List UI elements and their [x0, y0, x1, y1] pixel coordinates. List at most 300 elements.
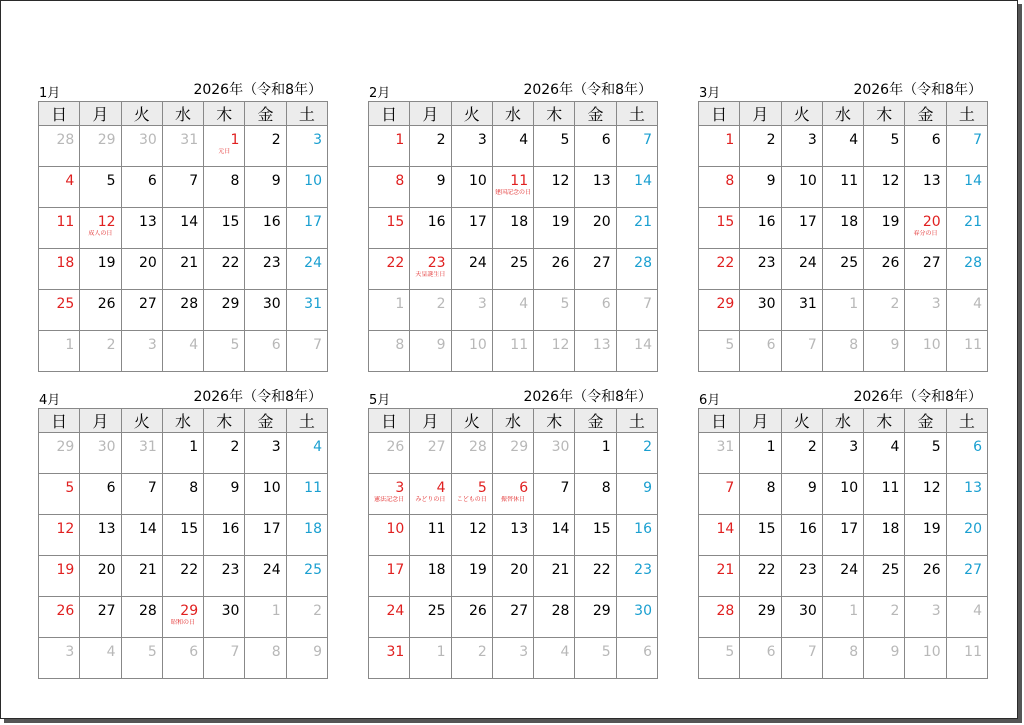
- day-number: 9: [436, 337, 446, 353]
- day-cell: [80, 208, 121, 249]
- day-number: 8: [849, 644, 859, 660]
- day-number: 5: [477, 480, 487, 496]
- day-cell: [492, 515, 533, 556]
- day-number: 20: [97, 562, 116, 578]
- day-cell: [699, 249, 740, 290]
- day-cell: [905, 597, 946, 638]
- day-cell: [121, 208, 162, 249]
- week-row: [369, 331, 658, 372]
- day-number: 24: [799, 255, 817, 271]
- day-number: 13: [964, 480, 982, 496]
- day-cell: [245, 331, 286, 372]
- day-cell: [905, 290, 946, 331]
- day-cell: [864, 597, 905, 638]
- week-row: [369, 249, 658, 290]
- day-cell: [822, 638, 863, 679]
- day-cell: [204, 474, 245, 515]
- month-label: 2月: [369, 86, 391, 101]
- day-number: 9: [436, 173, 446, 189]
- day-number: 1: [271, 603, 281, 619]
- day-number: 20: [922, 214, 941, 230]
- week-row: [369, 597, 658, 638]
- day-cell: [410, 597, 451, 638]
- day-cell: [534, 167, 575, 208]
- day-cell: [946, 597, 987, 638]
- weekday-header: 金: [905, 409, 946, 433]
- day-cell: [162, 638, 203, 679]
- day-number: 7: [189, 173, 199, 189]
- day-cell: [699, 474, 740, 515]
- day-cell: [286, 515, 327, 556]
- day-number: 30: [757, 296, 776, 312]
- weekday-header: 土: [286, 409, 327, 433]
- day-cell: [204, 433, 245, 474]
- week-row: [369, 208, 658, 249]
- day-number: 21: [634, 214, 652, 230]
- week-row: [369, 515, 658, 556]
- day-number: 1: [436, 644, 446, 660]
- day-cell: [740, 167, 781, 208]
- day-number: 22: [716, 255, 735, 271]
- weekday-header: 水: [162, 409, 203, 433]
- week-row: [39, 556, 328, 597]
- day-cell: [80, 167, 121, 208]
- day-cell: [369, 167, 410, 208]
- day-number: 29: [716, 296, 735, 312]
- day-cell: [905, 208, 946, 249]
- day-number: 11: [304, 480, 322, 496]
- week-row: [369, 290, 658, 331]
- day-number: 2: [890, 296, 900, 312]
- day-cell: [616, 433, 657, 474]
- day-number: 14: [139, 521, 157, 537]
- day-number: 31: [304, 296, 322, 312]
- day-cell: [451, 290, 492, 331]
- day-number: 8: [395, 173, 405, 189]
- day-cell: [39, 249, 80, 290]
- day-cell: [905, 433, 946, 474]
- day-number: 26: [881, 255, 900, 271]
- day-number: 19: [97, 255, 116, 271]
- day-cell: [534, 474, 575, 515]
- day-cell: [864, 556, 905, 597]
- day-number: 20: [139, 255, 157, 271]
- weekday-header: 火: [451, 102, 492, 126]
- day-number: 26: [97, 296, 116, 312]
- day-number: 21: [716, 562, 735, 578]
- weekday-header: 金: [575, 409, 616, 433]
- day-number: 1: [189, 439, 199, 455]
- day-number: 17: [840, 521, 859, 537]
- month-header: [368, 81, 658, 101]
- day-cell: [905, 474, 946, 515]
- day-number: 15: [180, 521, 199, 537]
- day-cell: [699, 515, 740, 556]
- day-number: 23: [427, 255, 446, 271]
- day-number: 7: [230, 644, 240, 660]
- day-cell: [451, 597, 492, 638]
- holiday-name: 振替休日: [500, 496, 525, 503]
- day-number: 4: [436, 480, 446, 496]
- day-number: 13: [97, 521, 116, 537]
- day-cell: [616, 474, 657, 515]
- weekday-header: 金: [245, 102, 286, 126]
- day-number: 4: [849, 132, 859, 148]
- day-number: 30: [799, 603, 817, 619]
- day-number: 15: [221, 214, 240, 230]
- day-number: 19: [551, 214, 570, 230]
- day-cell: [740, 331, 781, 372]
- week-row: [39, 331, 328, 372]
- month-calendar: [38, 81, 328, 372]
- day-number: 21: [964, 214, 982, 230]
- day-cell: [616, 249, 657, 290]
- day-cell: [946, 474, 987, 515]
- day-number: 12: [551, 173, 570, 189]
- week-row: [699, 597, 988, 638]
- day-cell: [864, 208, 905, 249]
- day-cell: [946, 290, 987, 331]
- week-row: [699, 249, 988, 290]
- day-cell: [121, 433, 162, 474]
- day-number: 17: [799, 214, 817, 230]
- day-cell: [204, 208, 245, 249]
- day-cell: [245, 208, 286, 249]
- day-number: 25: [881, 562, 900, 578]
- week-row: [369, 474, 658, 515]
- day-number: 30: [262, 296, 281, 312]
- week-row: [699, 208, 988, 249]
- day-cell: [369, 515, 410, 556]
- weekday-header: 月: [410, 102, 451, 126]
- day-number: 2: [271, 132, 281, 148]
- day-cell: [369, 474, 410, 515]
- day-cell: [822, 290, 863, 331]
- weekday-header: 日: [369, 409, 410, 433]
- day-cell: [740, 638, 781, 679]
- day-cell: [369, 331, 410, 372]
- day-number: 8: [849, 337, 859, 353]
- day-cell: [946, 515, 987, 556]
- day-number: 20: [592, 214, 611, 230]
- day-cell: [740, 433, 781, 474]
- day-number: 8: [271, 644, 281, 660]
- weekday-header: 日: [699, 102, 740, 126]
- day-number: 21: [180, 255, 199, 271]
- day-number: 14: [634, 337, 652, 353]
- day-cell: [410, 249, 451, 290]
- month-label: 4月: [39, 393, 61, 408]
- day-cell: [822, 126, 863, 167]
- day-cell: [699, 638, 740, 679]
- day-cell: [740, 249, 781, 290]
- day-cell: [80, 249, 121, 290]
- day-number: 13: [592, 337, 611, 353]
- day-number: 4: [890, 439, 900, 455]
- day-number: 26: [922, 562, 941, 578]
- day-cell: [864, 167, 905, 208]
- day-number: 8: [395, 337, 405, 353]
- day-cell: [204, 290, 245, 331]
- day-cell: [864, 290, 905, 331]
- day-number: 3: [65, 644, 75, 660]
- day-number: 28: [139, 603, 157, 619]
- day-cell: [80, 597, 121, 638]
- day-number: 4: [973, 603, 982, 619]
- day-cell: [121, 167, 162, 208]
- day-cell: [162, 597, 203, 638]
- day-cell: [575, 290, 616, 331]
- day-number: 7: [147, 480, 157, 496]
- day-cell: [534, 433, 575, 474]
- day-cell: [740, 474, 781, 515]
- weekday-header: 金: [245, 409, 286, 433]
- day-number: 2: [477, 644, 487, 660]
- day-number: 1: [395, 296, 405, 312]
- month-header: [38, 388, 328, 408]
- day-number: 3: [313, 132, 322, 148]
- day-cell: [492, 331, 533, 372]
- day-cell: [162, 290, 203, 331]
- day-number: 7: [643, 132, 652, 148]
- day-cell: [905, 249, 946, 290]
- day-number: 27: [97, 603, 116, 619]
- day-number: 12: [881, 173, 900, 189]
- day-number: 13: [592, 173, 611, 189]
- day-cell: [822, 433, 863, 474]
- weekday-header-row: [699, 409, 988, 433]
- month-header: [368, 388, 658, 408]
- day-number: 22: [757, 562, 776, 578]
- day-number: 31: [139, 439, 157, 455]
- day-number: 11: [56, 214, 75, 230]
- day-cell: [410, 331, 451, 372]
- month-header: [698, 388, 988, 408]
- day-number: 10: [922, 644, 941, 660]
- day-number: 31: [386, 644, 405, 660]
- weekday-header: 火: [451, 409, 492, 433]
- day-number: 26: [551, 255, 570, 271]
- day-cell: [204, 167, 245, 208]
- weekday-header: 金: [575, 102, 616, 126]
- holiday-name: 成人の日: [88, 230, 113, 237]
- day-cell: [80, 290, 121, 331]
- day-number: 20: [510, 562, 529, 578]
- day-number: 23: [634, 562, 652, 578]
- day-number: 8: [766, 480, 776, 496]
- day-number: 5: [725, 337, 735, 353]
- day-cell: [204, 638, 245, 679]
- day-number: 3: [395, 480, 405, 496]
- day-cell: [946, 208, 987, 249]
- day-cell: [822, 556, 863, 597]
- day-cell: [121, 126, 162, 167]
- day-number: 2: [807, 439, 817, 455]
- day-number: 5: [106, 173, 116, 189]
- day-number: 18: [840, 214, 859, 230]
- weekday-header: 土: [616, 409, 657, 433]
- day-cell: [575, 638, 616, 679]
- day-number: 1: [849, 296, 859, 312]
- weekday-header: 土: [286, 102, 327, 126]
- day-cell: [905, 331, 946, 372]
- day-cell: [245, 474, 286, 515]
- day-cell: [534, 208, 575, 249]
- day-cell: [781, 474, 822, 515]
- week-row: [699, 126, 988, 167]
- holiday-name: 元日: [218, 148, 231, 155]
- day-cell: [39, 290, 80, 331]
- month-grid: [368, 101, 658, 372]
- day-cell: [616, 126, 657, 167]
- day-number: 24: [386, 603, 405, 619]
- day-cell: [492, 474, 533, 515]
- week-row: [369, 556, 658, 597]
- week-row: [39, 515, 328, 556]
- day-cell: [575, 249, 616, 290]
- day-cell: [410, 515, 451, 556]
- day-number: 4: [560, 644, 570, 660]
- day-cell: [492, 167, 533, 208]
- day-cell: [534, 331, 575, 372]
- day-number: 9: [643, 480, 652, 496]
- day-number: 6: [973, 439, 982, 455]
- day-number: 30: [139, 132, 157, 148]
- day-cell: [575, 597, 616, 638]
- day-cell: [162, 556, 203, 597]
- day-cell: [121, 597, 162, 638]
- day-number: 19: [469, 562, 487, 578]
- weekday-header: 月: [80, 409, 121, 433]
- day-number: 11: [964, 337, 982, 353]
- day-cell: [39, 208, 80, 249]
- day-cell: [905, 126, 946, 167]
- day-cell: [80, 556, 121, 597]
- day-cell: [616, 638, 657, 679]
- day-number: 8: [189, 480, 199, 496]
- day-number: 12: [56, 521, 75, 537]
- day-cell: [534, 126, 575, 167]
- day-cell: [369, 126, 410, 167]
- day-cell: [80, 331, 121, 372]
- day-number: 18: [510, 214, 529, 230]
- day-cell: [575, 331, 616, 372]
- day-cell: [699, 167, 740, 208]
- day-number: 5: [65, 480, 75, 496]
- day-cell: [575, 126, 616, 167]
- day-number: 24: [304, 255, 322, 271]
- year-label: 2026年（令和8年）: [523, 82, 652, 98]
- day-cell: [699, 556, 740, 597]
- day-cell: [369, 638, 410, 679]
- day-number: 2: [313, 603, 322, 619]
- day-number: 16: [799, 521, 817, 537]
- day-cell: [946, 638, 987, 679]
- day-number: 7: [973, 132, 982, 148]
- day-cell: [286, 433, 327, 474]
- day-number: 5: [560, 132, 570, 148]
- day-number: 18: [881, 521, 900, 537]
- month-grid: [698, 408, 988, 679]
- day-number: 26: [469, 603, 487, 619]
- day-number: 6: [766, 337, 776, 353]
- day-cell: [245, 126, 286, 167]
- day-number: 12: [551, 337, 570, 353]
- day-number: 22: [592, 562, 611, 578]
- day-cell: [946, 556, 987, 597]
- day-number: 3: [477, 296, 487, 312]
- day-cell: [534, 597, 575, 638]
- week-row: [699, 433, 988, 474]
- day-number: 23: [757, 255, 776, 271]
- day-cell: [451, 638, 492, 679]
- day-number: 4: [519, 296, 529, 312]
- day-number: 29: [97, 132, 116, 148]
- day-cell: [492, 126, 533, 167]
- day-number: 22: [221, 255, 240, 271]
- week-row: [369, 638, 658, 679]
- day-cell: [245, 515, 286, 556]
- day-number: 9: [807, 480, 817, 496]
- day-cell: [80, 515, 121, 556]
- day-cell: [575, 208, 616, 249]
- day-number: 11: [840, 173, 859, 189]
- weekday-header: 月: [740, 102, 781, 126]
- holiday-name: 天皇誕生日: [415, 271, 446, 278]
- weekday-header: 火: [121, 409, 162, 433]
- day-number: 23: [221, 562, 240, 578]
- day-cell: [575, 515, 616, 556]
- weekday-header: 金: [905, 102, 946, 126]
- day-cell: [946, 126, 987, 167]
- weekday-header: 木: [864, 409, 905, 433]
- weekday-header-row: [39, 409, 328, 433]
- month-label: 5月: [369, 393, 391, 408]
- month-label: 1月: [39, 86, 61, 101]
- day-number: 3: [477, 132, 487, 148]
- day-number: 29: [592, 603, 611, 619]
- week-row: [39, 208, 328, 249]
- day-cell: [905, 515, 946, 556]
- day-cell: [451, 515, 492, 556]
- weekday-header: 水: [492, 409, 533, 433]
- week-row: [39, 167, 328, 208]
- week-row: [369, 167, 658, 208]
- day-number: 30: [634, 603, 652, 619]
- day-number: 1: [601, 439, 611, 455]
- week-row: [39, 290, 328, 331]
- day-number: 25: [56, 296, 75, 312]
- day-number: 28: [964, 255, 982, 271]
- day-number: 13: [139, 214, 157, 230]
- day-cell: [740, 597, 781, 638]
- day-number: 31: [799, 296, 817, 312]
- weekday-header-row: [369, 409, 658, 433]
- day-cell: [204, 331, 245, 372]
- day-cell: [369, 249, 410, 290]
- day-cell: [410, 474, 451, 515]
- day-number: 7: [643, 296, 652, 312]
- day-number: 27: [510, 603, 529, 619]
- day-number: 27: [964, 562, 982, 578]
- day-number: 21: [551, 562, 570, 578]
- day-number: 29: [180, 603, 199, 619]
- day-number: 25: [304, 562, 322, 578]
- day-number: 25: [840, 255, 859, 271]
- day-cell: [286, 290, 327, 331]
- day-number: 4: [189, 337, 199, 353]
- weekday-header: 日: [699, 409, 740, 433]
